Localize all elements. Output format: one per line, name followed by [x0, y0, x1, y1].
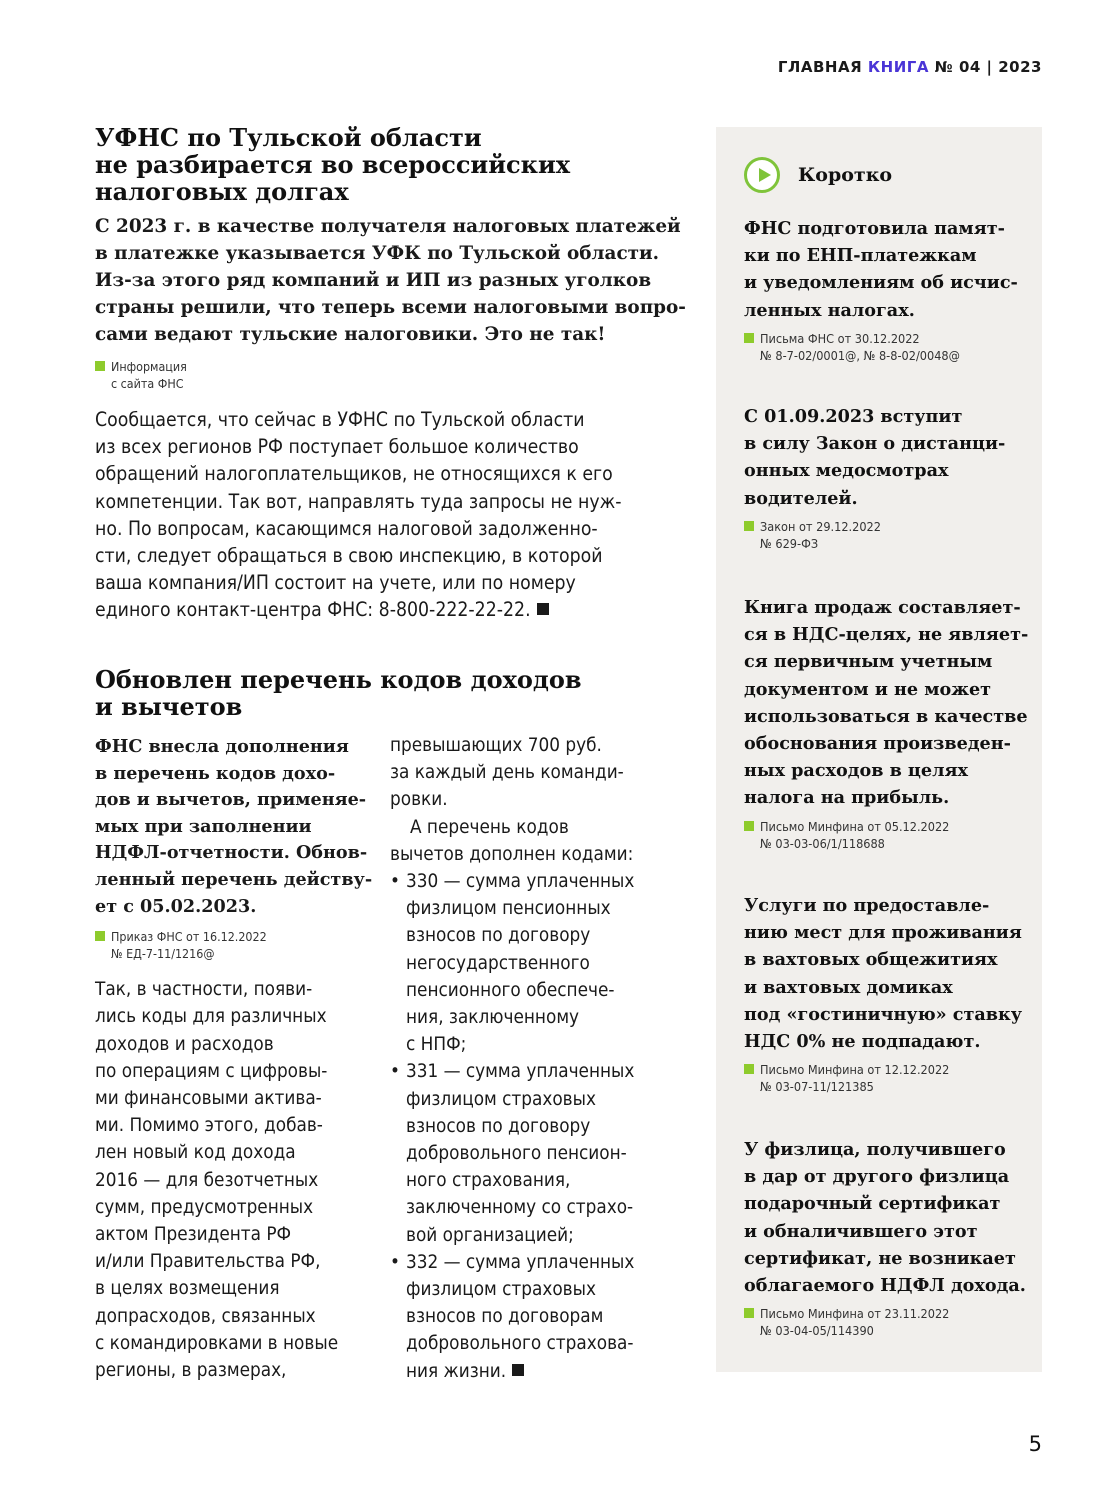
- brief-line: ных расходов в целях: [744, 760, 969, 782]
- article-codes-column-1: [95, 734, 380, 1384]
- brief-line: облагаемого НДФЛ дохода.: [744, 1275, 1026, 1297]
- end-mark-icon: [537, 603, 549, 615]
- lead-line: С 2023 г. в качестве получателя налоговых платежей: [95, 216, 681, 237]
- body-line: вычетов дополнен кодами:: [390, 843, 634, 865]
- list-line: взносов по договору: [406, 925, 591, 947]
- article-codes-lead: [95, 734, 380, 920]
- body-line-text: единого контакт-центра ФНС: 8-800-222-22-22.: [95, 598, 531, 622]
- lead-line: в платежке указывается УФК по Тульской области.: [95, 243, 660, 264]
- brief-line: С 01.09.2023 вступит: [744, 406, 963, 427]
- source-line: Письма ФНС от 30.12.2022: [760, 330, 920, 346]
- end-mark-icon: [512, 1364, 524, 1376]
- list-line: • 331 — сумма уплаченных: [406, 1061, 635, 1083]
- lead-line: ленный перечень действу-: [95, 868, 373, 890]
- brief-text: [744, 892, 1034, 1055]
- list-line: с НПФ;: [406, 1034, 467, 1056]
- page-number: 5: [1028, 1432, 1042, 1456]
- brief-line: в вахтовых общежитиях: [744, 949, 998, 971]
- body-line: Сообщается, что сейчас в УФНС по Тульской области: [95, 408, 585, 431]
- list-line: взносов по договорам: [406, 1306, 604, 1328]
- brief-source: [744, 518, 1034, 552]
- brief-line: У физлица, получившего: [744, 1139, 1006, 1160]
- list-line: добровольного пенсион-: [406, 1143, 627, 1165]
- lead-line: мых при заполнении: [95, 815, 312, 837]
- body-line: доходов и расходов: [95, 1033, 274, 1055]
- body-line: по операциям с цифровы-: [95, 1060, 328, 1082]
- list-item: [390, 1249, 690, 1385]
- list-line: физлицом страховых: [406, 1279, 596, 1301]
- article-codes-title: [95, 666, 675, 720]
- lead-line: Из-за этого ряд компаний и ИП из разных уголков: [95, 270, 652, 291]
- brief-item: [744, 403, 1034, 552]
- brief-line: водителей.: [744, 487, 858, 509]
- list-line: вой организацией;: [406, 1224, 574, 1246]
- body-line: лен новый код дохода: [95, 1142, 296, 1164]
- brief-item: [744, 215, 1034, 364]
- body-line: регионы, в размерах,: [95, 1360, 287, 1381]
- title-line: УФНС по Тульской области: [95, 123, 482, 152]
- article-codes-column-2: [390, 732, 690, 1385]
- body-line: с командировками в новые: [95, 1332, 339, 1354]
- brief-line: НДС 0% не подпадают.: [744, 1031, 981, 1053]
- body-line: [95, 596, 675, 623]
- sidebar-header: [744, 157, 892, 193]
- body-line: допрасходов, связанных: [95, 1305, 316, 1327]
- brief-line: обоснования произведен-: [744, 733, 1011, 755]
- source-line: Письмо Минфина от 05.12.2022: [760, 818, 950, 834]
- brief-line: ФНС подготовила памят-: [744, 218, 1005, 239]
- brief-text: [744, 594, 1034, 812]
- list-line: физлицом пенсионных: [406, 898, 611, 920]
- brief-line: подарочный сертификат: [744, 1193, 1001, 1215]
- body-line: но. По вопросам, касающимся налоговой задолженно-: [95, 516, 598, 540]
- brief-line: сертификат, не возникает: [744, 1247, 1016, 1269]
- source-line: № 03-04-05/114390: [760, 1323, 874, 1339]
- lead-line: НДФЛ-отчетности. Обнов-: [95, 842, 368, 864]
- body-line: ваша компания/ИП состоит на учете, или по номеру: [95, 571, 576, 595]
- brief-line: ки по ЕНП-платежкам: [744, 245, 977, 267]
- brief-line: в дар от другого физлица: [744, 1166, 1010, 1188]
- lead-line: ет с 05.02.2023.: [95, 895, 257, 917]
- source-line: Приказ ФНС от 16.12.2022: [111, 929, 267, 945]
- list-line-text: ния жизни.: [406, 1360, 507, 1382]
- brief-source: [744, 818, 1034, 852]
- list-line: физлицом страховых: [406, 1088, 596, 1110]
- brief-line: налога на прибыль.: [744, 787, 950, 809]
- body-line: Так, в частности, появи-: [95, 979, 313, 1001]
- body-line: и/или Правительства РФ,: [95, 1251, 321, 1273]
- list-line: взносов по договору: [406, 1115, 591, 1137]
- list-line: негосударственного: [406, 952, 590, 974]
- source-line: № 8-7-02/0001@, № 8-8-02/0048@: [760, 347, 960, 363]
- list-line: [406, 1358, 690, 1385]
- source-line: № 03-03-06/1/118688: [760, 835, 885, 851]
- brief-line: документом и не может: [744, 678, 992, 700]
- brief-line: под «гостиничную» ставку: [744, 1003, 1022, 1025]
- list-item: [390, 1058, 690, 1248]
- list-item: [390, 868, 690, 1058]
- briefly-sidebar: [716, 127, 1042, 1372]
- article-tula: [95, 123, 686, 624]
- lead-line: страны решили, что теперь всеми налоговыми вопро-: [95, 297, 686, 318]
- body-line: за каждый день команди-: [390, 762, 624, 784]
- brief-item: [744, 594, 1034, 852]
- source-line: Письмо Минфина от 23.11.2022: [760, 1306, 950, 1322]
- brief-line: ся первичным учетным: [744, 651, 993, 673]
- list-line: ного страхования,: [406, 1170, 571, 1192]
- masthead-main: ГЛАВНАЯ: [777, 58, 863, 76]
- masthead-book: КНИГА: [867, 58, 929, 76]
- brief-line: Книга продаж составляет-: [744, 597, 1021, 618]
- article-codes-body: [95, 976, 380, 1384]
- body-line: сти, следует обращаться в свою инспекцию, в которой: [95, 544, 603, 568]
- brief-line: и уведомлениям об исчис-: [744, 272, 1018, 294]
- article-codes-source: [95, 928, 380, 962]
- brief-item: [744, 1136, 1034, 1339]
- masthead: [778, 58, 1042, 76]
- source-line: № 629-ФЗ: [760, 535, 819, 551]
- source-line: с сайта ФНС: [111, 376, 184, 391]
- list-line: ния, заключенному: [406, 1007, 580, 1029]
- list-line: • 330 — сумма уплаченных: [406, 871, 635, 893]
- brief-line: и обналичившего этот: [744, 1220, 978, 1242]
- list-line: • 332 — сумма уплаченных: [406, 1251, 635, 1273]
- body-line: превышающих 700 руб.: [390, 735, 602, 756]
- source-line: № 03-07-11/121385: [760, 1079, 874, 1095]
- brief-source: [744, 330, 1034, 364]
- body-line: актом Президента РФ: [95, 1223, 292, 1245]
- brief-line: и вахтовых домиках: [744, 976, 953, 998]
- brief-text: [744, 1136, 1034, 1299]
- source-line: Закон от 29.12.2022: [760, 518, 881, 534]
- list-line: пенсионного обеспече-: [406, 979, 615, 1001]
- source-line: № ЕД-7-11/1216@: [111, 946, 215, 962]
- body-line: ми финансовыми актива-: [95, 1087, 322, 1109]
- body-line: лись коды для различных: [95, 1006, 327, 1028]
- source-line: Письмо Минфина от 12.12.2022: [760, 1062, 950, 1078]
- body-line: из всех регионов РФ поступает большое количество: [95, 435, 579, 459]
- body-line: обращений налогоплательщиков, не относящихся к его: [95, 462, 613, 486]
- lead-line: ФНС внесла дополнения: [95, 736, 349, 757]
- brief-line: ся в НДС-целях, не являет-: [744, 624, 1029, 646]
- body-line: сумм, предусмотренных: [95, 1196, 314, 1218]
- title-line: не разбирается во всероссийских: [95, 150, 571, 179]
- brief-line: Услуги по предоставле-: [744, 895, 990, 916]
- title-line: налоговых долгах: [95, 177, 349, 206]
- brief-source: [744, 1061, 1034, 1095]
- brief-line: онных медосмотрах: [744, 460, 949, 482]
- body-line: в целях возмещения: [95, 1278, 280, 1300]
- brief-line: нию мест для проживания: [744, 922, 1022, 944]
- brief-line: использоваться в качестве: [744, 705, 1028, 727]
- brief-text: [744, 403, 1034, 512]
- source-line: Информация: [111, 359, 187, 374]
- body-line: А перечень кодов: [410, 816, 569, 838]
- article-tula-body: [95, 406, 675, 624]
- sidebar-title: Коротко: [798, 164, 893, 186]
- lead-line: дов и вычетов, применяе-: [95, 789, 367, 811]
- article-tula-source: [95, 358, 675, 392]
- title-line: Обновлен перечень кодов доходов: [95, 665, 582, 694]
- body-line: ровки.: [390, 789, 448, 811]
- article-tula-title: [95, 124, 675, 205]
- article-tula-lead: [95, 213, 686, 348]
- column-2-continuation: [390, 732, 690, 868]
- list-line: добровольного страхова-: [406, 1333, 634, 1355]
- body-line: 2016 — для безотчетных: [95, 1169, 319, 1191]
- masthead-issue: № 04 | 2023: [934, 58, 1042, 76]
- lead-line: сами ведают тульские налоговики. Это не так!: [95, 324, 606, 345]
- title-line: и вычетов: [95, 692, 243, 721]
- body-line: компетенции. Так вот, направлять туда запросы не нуж-: [95, 489, 622, 513]
- brief-text: [744, 215, 1034, 324]
- brief-source: [744, 1305, 1034, 1339]
- lead-line: в перечень кодов дохо-: [95, 762, 336, 784]
- brief-line: в силу Закон о дистанци-: [744, 433, 1006, 455]
- list-line: заключенному со страхо-: [406, 1197, 634, 1219]
- play-icon: [744, 157, 780, 193]
- body-line: ми. Помимо этого, добав-: [95, 1115, 323, 1137]
- deduction-codes-list: [390, 868, 690, 1385]
- brief-line: ленных налогах.: [744, 299, 915, 321]
- brief-item: [744, 892, 1034, 1095]
- article-codes: [95, 665, 675, 1382]
